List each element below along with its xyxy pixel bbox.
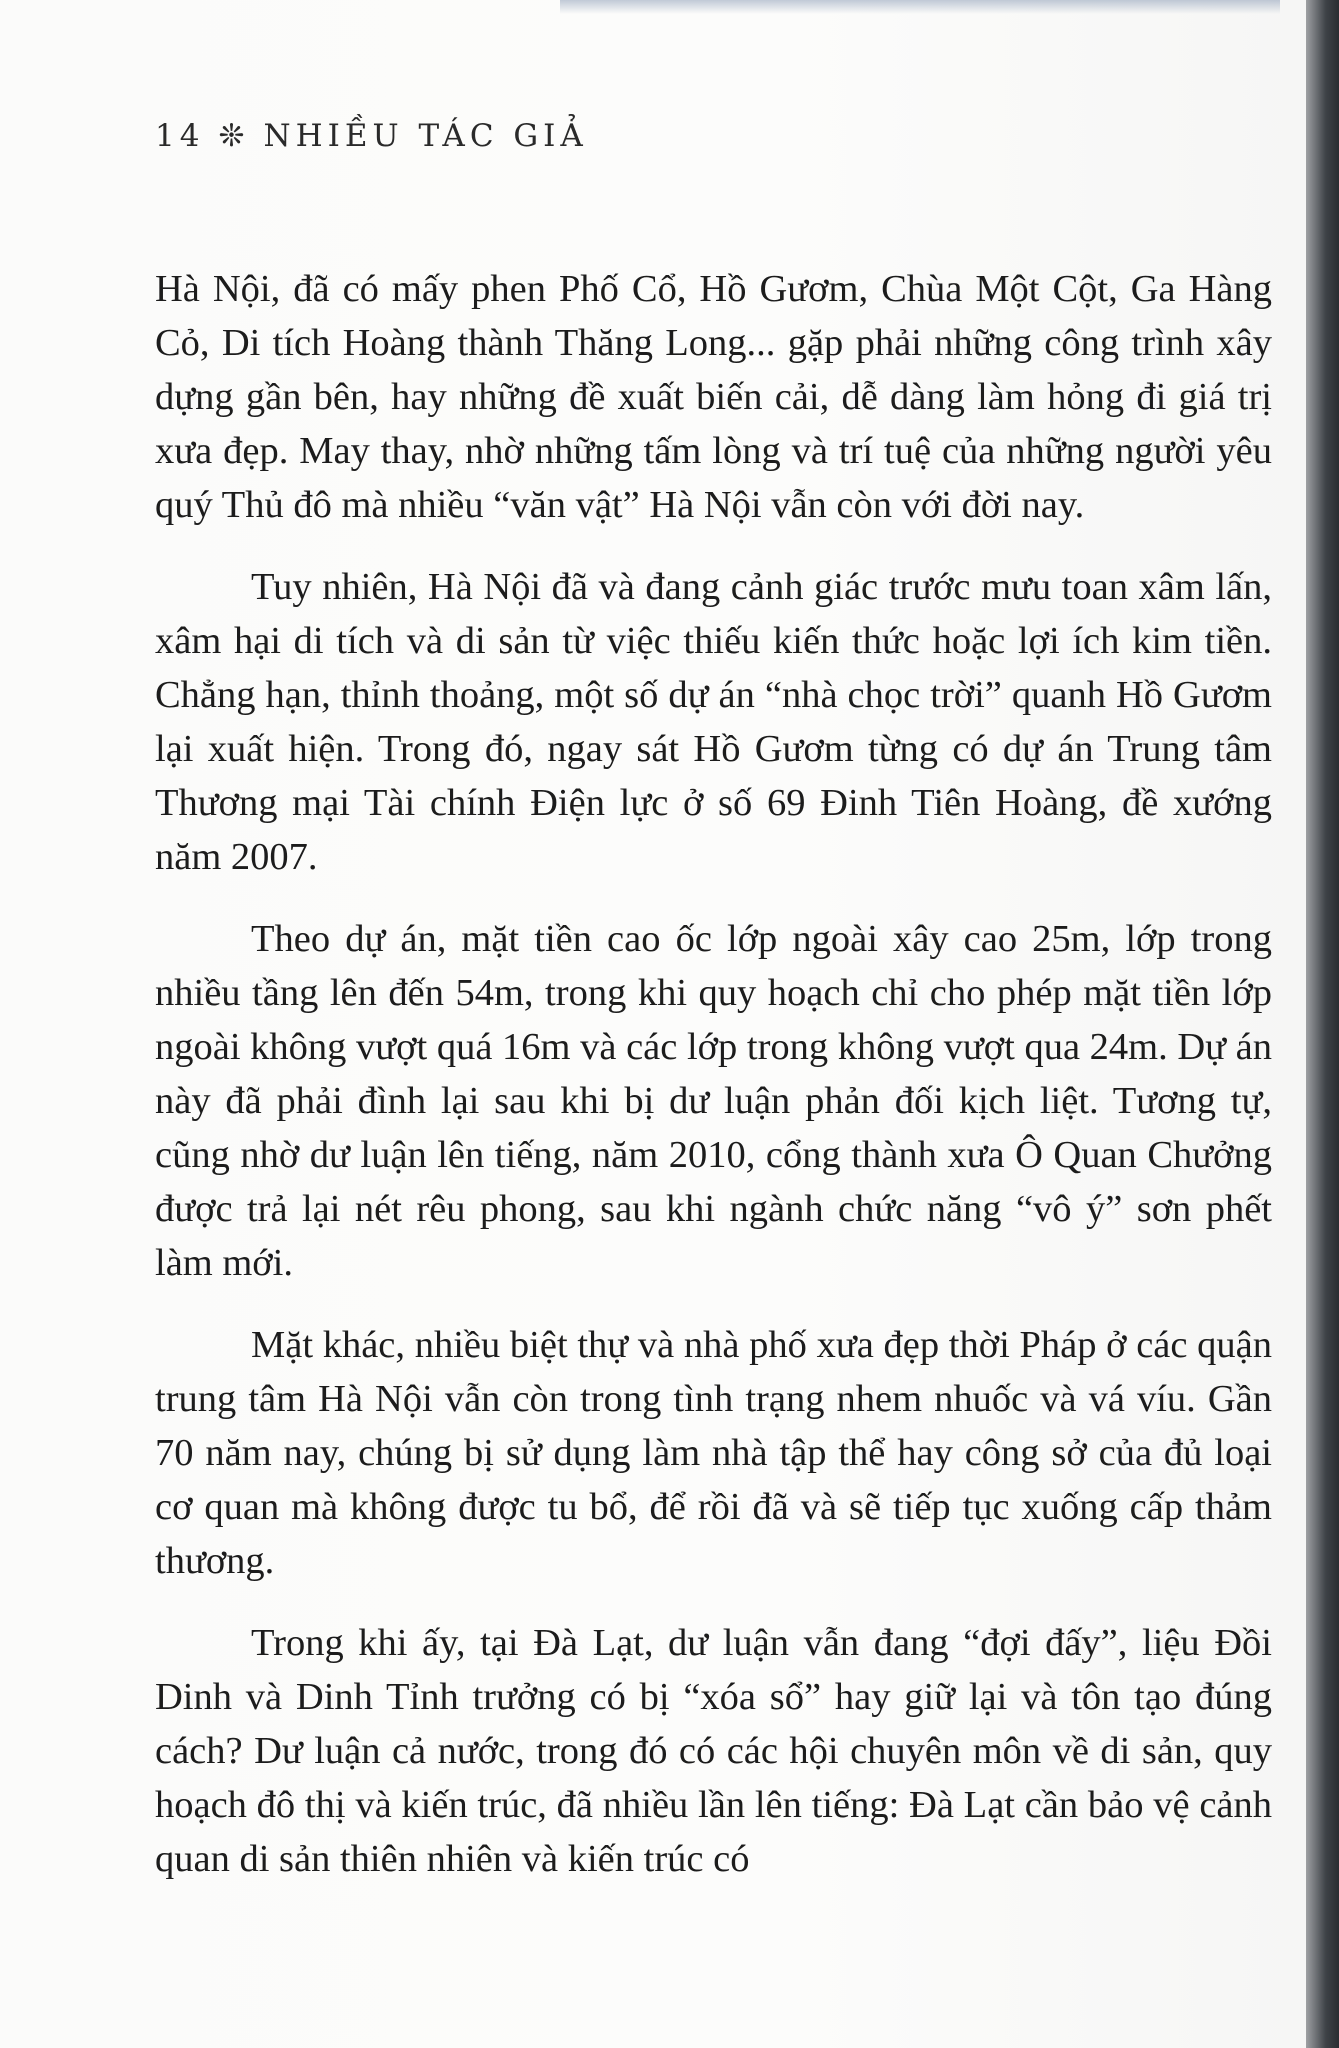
paragraph: Theo dự án, mặt tiền cao ốc lớp ngoài xây cao 25m, lớp trong nhiều tầng lên đến 54m, trong khi quy hoạch chỉ cho phép mặt tiền lớp ngoài không vượt quá 16m và các lớp trong không vượt qua 24m. Dự án này đã phải đình lại sau khi bị dư luận phản đối kịch liệt. Tương tự, cũng nhờ dư luận lên tiếng, năm 2010, cổng thành xưa Ô Quan Chưởng được trả lại nét rêu phong, sau khi ngành chức năng “vô ý” sơn phết làm mới.: [155, 918, 1273, 1284]
book-title: NHIỀU TÁC GIẢ: [263, 118, 588, 154]
paragraph: Mặt khác, nhiều biệt thự và nhà phố xưa đẹp thời Pháp ở các quận trung tâm Hà Nội vẫn còn trong tình trạng nhem nhuốc và vá víu. Gần 70 năm nay, chúng bị sử dụng làm nhà tập thể hay công sở của đủ loại cơ quan mà không được tu bổ, để rồi đã và sẽ tiếp tục xuống cấp thảm thương.: [155, 1324, 1272, 1582]
running-head: [155, 118, 588, 154]
page-edge: [1306, 0, 1339, 2048]
paragraph: Hà Nội, đã có mấy phen Phố Cổ, Hồ Gươm, Chùa Một Cột, Ga Hàng Cỏ, Di tích Hoàng thành Thăng Long... gặp phải những công trình xây dựng gần bên, hay những đề xuất biến cải, dễ dàng làm hỏng đi giá trị xưa đẹp. May thay, nhờ những tấm lòng và trí tuệ của những người yêu quý Thủ đô mà nhiều “văn vật” Hà Nội vẫn còn với đời nay.: [155, 268, 1272, 526]
paragraph: Tuy nhiên, Hà Nội đã và đang cảnh giác trước mưu toan xâm lấn, xâm hại di tích và di sản từ việc thiếu kiến thức hoặc lợi ích kim tiền. Chẳng hạn, thỉnh thoảng, một số dự án “nhà chọc trời” quanh Hồ Gươm lại xuất hiện. Trong đó, ngay sát Hồ Gươm từng có dự án Trung tâm Thương mại Tài chính Điện lực ở số 69 Đinh Tiên Hoàng, đề xướng năm 2007.: [155, 566, 1272, 878]
separator-ornament-icon: ❊: [218, 118, 250, 154]
page-number: 14: [155, 118, 205, 154]
top-shadow: [560, 0, 1280, 14]
paragraph: Trong khi ấy, tại Đà Lạt, dư luận vẫn đang “đợi đấy”, liệu Đồi Dinh và Dinh Tỉnh trưởng có bị “xóa sổ” hay giữ lại và tôn tạo đúng cách? Dư luận cả nước, trong đó có các hội chuyên môn về di sản, quy hoạch đô thị và kiến trúc, đã nhiều lần lên tiếng: Đà Lạt cần bảo vệ cảnh quan di sản thiên nhiên và kiến trúc có: [155, 1622, 1272, 1880]
body-text: [155, 262, 1272, 1914]
